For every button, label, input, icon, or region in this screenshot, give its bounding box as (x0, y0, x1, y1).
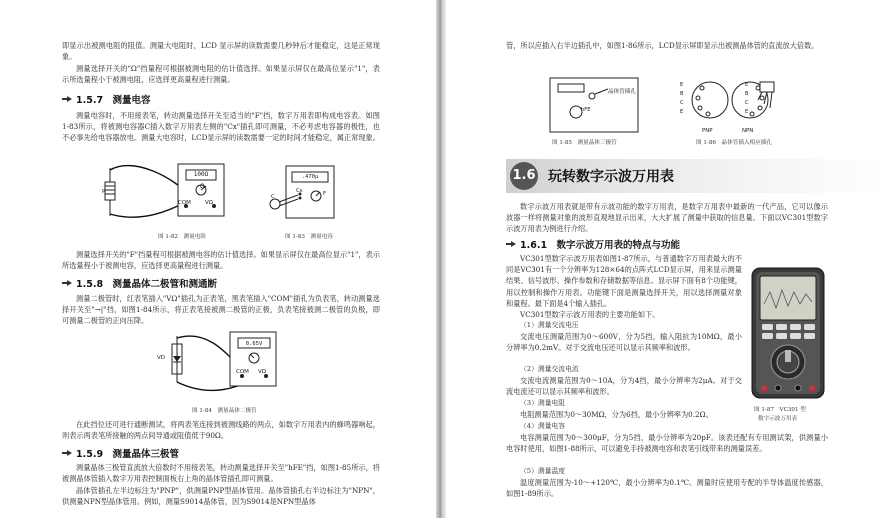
pnp-pin-c: C (680, 100, 684, 106)
hfe-label: hFE (581, 107, 591, 113)
capacitor-label: C (271, 194, 275, 200)
meter-1-reading: 100Ω (193, 171, 209, 178)
meter-1-com: COM (178, 200, 191, 206)
arrow-icon (506, 241, 516, 247)
chapter-title: 玩转数字示波万用表 (548, 169, 674, 185)
npn-pins (745, 81, 749, 117)
vc301-lcd (760, 276, 816, 320)
figure-1-86 (684, 74, 784, 130)
item-3-title: （3）测量电阻 (520, 399, 566, 407)
meter-3-reading: 0.65V (245, 341, 263, 347)
pnp-pin-e2: E (680, 109, 684, 115)
meter-2-f: F (323, 191, 327, 197)
item-5-text: 温度测量范围为-10～+120℃，最小分辨率为0.1℃。测量时应使用专配的半导体温度传感器，如图1-89所示。 (506, 478, 828, 499)
figure-1-85-caption: 图 1-85 测量晶体三极管 (552, 140, 617, 146)
book-gutter (436, 0, 446, 518)
npn-label: NPN (742, 128, 754, 134)
npn-pin-e2: E (745, 109, 749, 115)
left-para-1: 即显示出被测电阻的阻值。测量大电阻时，LCD 显示屏的读数需要几秒钟后才能稳定，这是正常现象。 (62, 41, 380, 62)
arrow-icon (62, 96, 72, 102)
pnp-pins (680, 81, 684, 117)
left-para-3: 测量电容时，不用接表笔，转动测量选择开关至适当的"F"挡，数字万用表即构成电容表。如图1-83所示，将被测电容器C插入数字万用表左侧的"Cx"插孔即可测量，不必考虑电容器的极性，也不必事先给电容器放电。测量大电容时，LCD显示屏的读数需要一定的时间才能稳定，属正常现象。 (62, 111, 380, 143)
left-para-8: 晶体管插孔左半边标注为"PNP"，供测量PNP型晶体管用。晶体管插孔右半边标注为"NPN"，供测量NPN型晶体管用。例如，测量S9014晶体管，因为S9014是NPN型晶体 (62, 486, 380, 507)
meter-2-cx: Cx (296, 188, 303, 194)
pnp-label: PNP (702, 128, 713, 134)
figure-1-84-caption: 图 1-84 测量晶体二极管 (192, 408, 257, 414)
right-para-4: VC301型数字示波万用表的主要功能如下。 (520, 310, 660, 319)
npn-pin-c: C (745, 100, 749, 106)
section-1-5-8-title: 1.5.8 测量晶体二极管和测通断 (76, 279, 218, 290)
item-5-title: （5）测量温度 (520, 467, 566, 475)
section-1-5-7-title: 1.5.7 测量电容 (76, 95, 151, 106)
figure-1-87-multimeter (748, 264, 828, 402)
resistor-label: R (102, 189, 106, 195)
section-1-5-7-heading (62, 92, 151, 106)
npn-pin-e: E (745, 82, 749, 88)
left-para-6: 在此挡位还可进行通断测试，将两表笔连接到被测线路的两点，如数字万用表内的蜂鸣器响起，则表示两表笔所接触的两点间导通或阻值低于90Ω。 (62, 420, 380, 441)
item-1-text: 交流电压测量范围为0～600V，分为5挡，输入阻抗为10MΩ，最小分辨率为0.2mV。对于交流电压还可以显示其频率和波形。 (506, 332, 742, 353)
section-1-6-1-title: 1.6.1 数字示波万用表的特点与功能 (520, 240, 681, 251)
right-para-1: 管，所以应插入右半边插孔中，如图1-86所示，LCD显示屏即显示出被测晶体管的直流放大倍数。 (506, 41, 819, 50)
meter-1-unit: Ω (200, 183, 205, 190)
arrow-icon (62, 450, 72, 456)
pnp-pin-b: B (680, 91, 684, 97)
figure-1-85 (548, 76, 642, 136)
figure-1-83-caption: 图 1-83 测量电容 (285, 234, 333, 240)
item-2-title: （2）测量交流电流 (520, 365, 579, 373)
item-4-text: 电容测量范围为0～300μF，分为5挡，最小分辨率为20pF。该表还配有专用测试架，供测量小电容时使用，如图1-88所示，可以避免手持被测电容和表笔引线带来的测量误差。 (506, 433, 828, 454)
meter-4-lcd (558, 84, 584, 92)
right-para-3: VC301型数字示波万用表如图1-87所示，与普通数字万用表最大的不同是VC301有一个分辨率为128×64的点阵式LCD显示屏，用来显示测量结果、信号波形、操作参数和存储数据等信息。显示屏下面有8个功能键，用以控制和操作万用表。功能键下面是测量选择开关，用以选择测量对象和量程。最下面是4个输入插孔。 (506, 254, 742, 308)
section-1-5-9-heading (62, 446, 179, 460)
transistor-socket-label: 晶体管插孔 (608, 89, 636, 95)
item-1-title: （1）测量交流电压 (520, 321, 579, 329)
resistor-icon (105, 168, 115, 216)
meter-2-reading: .470μ (301, 174, 319, 180)
chapter-number: 1.6 (510, 162, 538, 190)
item-2-text: 交流电流测量范围为0～10A，分为4挡，最小分辨率为2μA。对于交流电流还可以显示其频率和波形。 (506, 376, 742, 397)
figure-1-87-caption-2: 数字示波万用表 (758, 416, 798, 422)
section-1-5-8-heading (62, 276, 217, 290)
meter-3-com: COM (236, 369, 249, 375)
meter-3-vohm: VΩ (258, 369, 266, 375)
item-4-title: （4）测量电容 (520, 422, 566, 430)
arrow-icon (62, 280, 72, 286)
npn-pin-b: B (745, 91, 749, 97)
diode-icon (172, 336, 182, 382)
pnp-pin-e: E (680, 82, 684, 88)
left-para-2: 测量选择开关的"Ω"挡量程可根据被测电阻的估计值选择。如果显示屏仅在最高位显示"1"，表示所选量程小于被测电阻，应选择更高量程进行测量。 (62, 64, 380, 85)
left-para-4: 测量选择开关的"F"挡量程可根据被测电容的估计值选择。如果显示屏仅在最高位显示"1"，表示所选量程小于被测电容，应选择更高量程进行测量。 (62, 250, 380, 271)
item-3-text: 电阻测量范围为0～30MΩ，分为6挡，最小分辨率为0.2Ω。 (520, 410, 713, 419)
figure-1-86-caption: 图 1-86 晶体管插入相应插孔 (696, 140, 772, 146)
meter-1-vohm: VΩ (205, 200, 213, 206)
section-1-5-9-title: 1.5.9 测量晶体三极管 (76, 449, 180, 460)
figure-1-82-caption: 图 1-82 测量电阻 (158, 234, 206, 240)
left-para-7: 测量晶体三极管直流放大倍数时不用接表笔，转动测量选择开关至"hFE"挡，如图1-85所示，将被测晶体管插入数字万用表控制面板右上角的晶体管插孔即可测量。 (62, 463, 380, 484)
section-1-6-1-heading (506, 237, 680, 251)
left-para-5: 测量二极管时，红表笔插入"VΩ"插孔为正表笔，黑表笔插入"COM"插孔为负表笔，转动测量选择开关至"→|"挡，如图1-84所示，将正表笔接被测二极管的正极，负表笔接被测二极管的负极，即可测量二极管的正向压降。 (62, 294, 380, 326)
right-para-2: 数字示波万用表就是带有示波功能的数字万用表，是数字万用表中最新的一代产品，它可以像示波器一样将测量对象的波形直观地显示出来，大大扩展了测量中获取的信息量。下面以VC301型数字示波万用表为例进行介绍。 (506, 202, 828, 234)
figure-1-87-caption-1: 图 1-87 VC301 型 (754, 407, 806, 413)
diode-label: VD (157, 355, 165, 361)
